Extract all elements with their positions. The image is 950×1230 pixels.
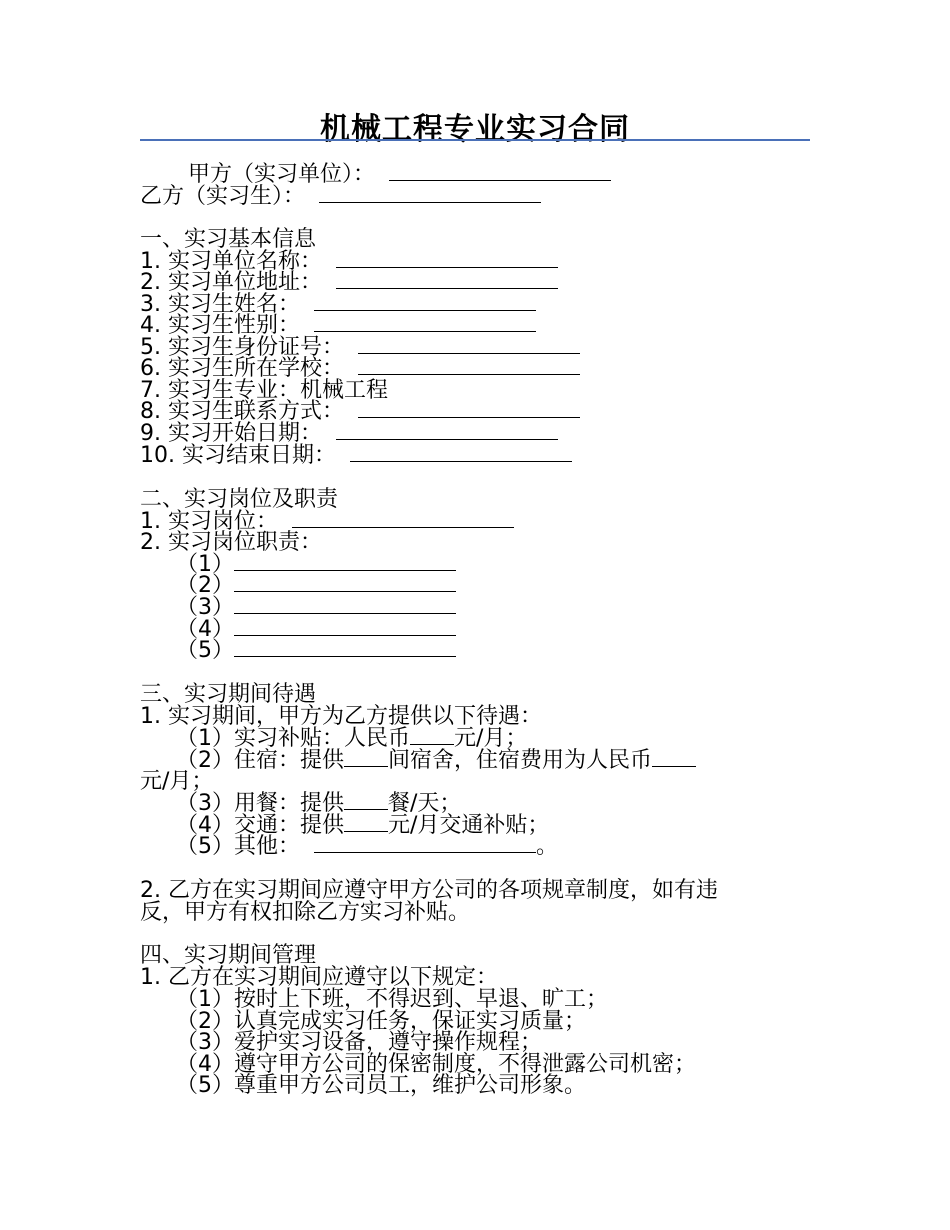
section-4-heading: 四、实习期间管理 xyxy=(140,943,317,968)
rule-item: （2）认真完成实习任务，保证实习质量； xyxy=(176,1009,586,1034)
benefit-item: （2）住宿：提供 间宿舍，住宿费用为人民币 xyxy=(176,750,696,772)
duty-item: （1） xyxy=(176,554,456,576)
party-b-line: 乙方（实习生）： xyxy=(140,186,541,208)
info-line: 1. 实习单位名称： xyxy=(140,251,558,273)
section-2-heading: 二、实习岗位及职责 xyxy=(140,487,339,512)
rule-item: （4）遵守甲方公司的保密制度，不得泄露公司机密； xyxy=(176,1052,696,1077)
benefit-item: （3）用餐：提供 餐/天； xyxy=(176,791,462,816)
title-divider xyxy=(140,139,810,141)
info-line: 9. 实习开始日期： xyxy=(140,423,558,445)
info-line: 3. 实习生姓名： xyxy=(140,294,536,316)
rules-paragraph: 2. 乙方在实习期间应遵守甲方公司的各项规章制度，如有违 xyxy=(140,878,718,903)
document-title: 机械工程专业实习合同 xyxy=(320,112,630,147)
info-line: 4. 实习生性别： xyxy=(140,315,536,337)
benefits-intro: 1. 实习期间，甲方为乙方提供以下待遇： xyxy=(140,704,542,729)
rule-item: （3）爱护实习设备，遵守操作规程； xyxy=(176,1030,542,1055)
management-intro: 1. 乙方在实习期间应遵守以下规定： xyxy=(140,965,498,990)
duty-item: （3） xyxy=(176,597,456,619)
rule-item: （5）尊重甲方公司员工，维护公司形象。 xyxy=(176,1073,586,1098)
info-line: 6. 实习生所在学校： xyxy=(140,358,580,380)
duty-item: （4） xyxy=(176,619,456,641)
section-3-heading: 三、实习期间待遇 xyxy=(140,682,317,707)
post-line: 1. 实习岗位： xyxy=(140,511,514,533)
info-line: 2. 实习单位地址： xyxy=(140,272,558,294)
benefit-item: （5）其他： 。 xyxy=(176,834,559,859)
duty-item: （2） xyxy=(176,575,456,597)
info-line: 8. 实习生联系方式： xyxy=(140,401,580,423)
info-line: 7. 实习生专业：机械工程 xyxy=(140,378,388,403)
info-line: 5. 实习生身份证号： xyxy=(140,337,580,359)
rule-item: （1）按时上下班，不得迟到、早退、旷工； xyxy=(176,987,608,1012)
benefit-item-cont: 元/月； xyxy=(140,769,214,794)
section-1-heading: 一、实习基本信息 xyxy=(140,227,317,252)
rules-paragraph-cont: 反，甲方有权扣除乙方实习补贴。 xyxy=(140,900,471,925)
benefit-item: （1）实习补贴：人民币 元/月； xyxy=(176,726,528,751)
party-a-line: 甲方（实习单位）： xyxy=(188,164,611,186)
benefit-item: （4）交通：提供 元/月交通补贴； xyxy=(176,813,550,838)
duties-line: 2. 实习岗位职责： xyxy=(140,530,322,555)
info-line: 10. 实习结束日期： xyxy=(140,445,572,467)
duty-item: （5） xyxy=(176,640,456,662)
